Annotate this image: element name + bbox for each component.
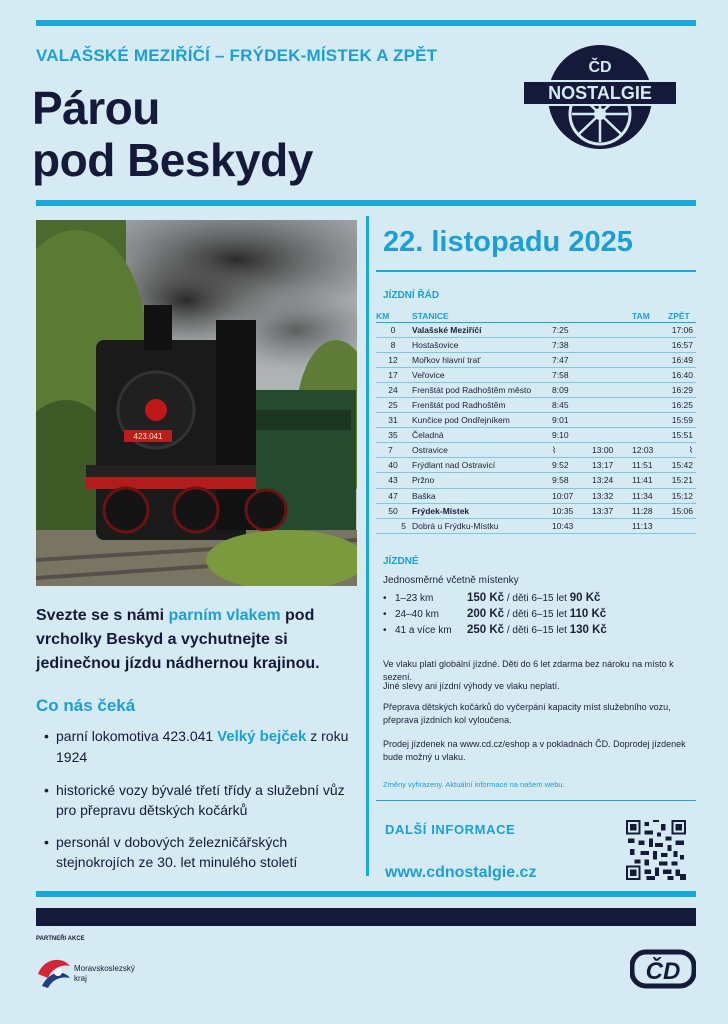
time-cell: ⌇ [552,443,592,458]
bullet: • [383,609,387,620]
km-cell: 24 [376,382,410,397]
fare-kids-price: 110 Kč [569,608,607,620]
disclaimer: Změny vyhrazeny. Aktuální informace na našem webu. [383,780,565,789]
timetable-row [376,337,696,352]
time-cell: 17:06 [668,322,696,337]
feature-item-locomotive: • parní lokomotiva 423.041 Velký bejček z roku 1924 [44,728,349,765]
svg-text:423.041: 423.041 [133,432,163,441]
bullet: • [383,593,387,604]
time-cell: 12:03 [632,443,668,458]
station-cell: Veřovice [410,367,552,382]
time-cell: 11:34 [632,488,668,503]
timetable-row [376,473,696,488]
note-global-fare: Ve vlaku platí globální jízdné. Děti do 6 let zdarma bez nároku na místo k sezení. [383,659,674,682]
fare-kids-label: / děti 6–15 let [504,625,570,636]
time-cell: ⌇ [668,443,696,458]
station-cell: Kunčice pod Ondřejníkem [410,413,552,428]
time-cell: 10:43 [552,518,592,533]
station-cell: Pržno [410,473,552,488]
time-cell [592,337,632,352]
fare-kids-label: / děti 6–15 let [504,609,570,620]
time-cell [632,322,668,337]
timetable-row [376,413,696,428]
km-cell: 5 [376,518,410,533]
station-cell: Frýdlant nad Ostravicí [410,458,552,473]
qr-code-icon[interactable] [626,820,686,880]
partners-label: PARTNEŘI AKCE [36,936,85,942]
time-cell: 7:47 [552,352,592,367]
time-cell [592,397,632,412]
timetable-row [376,518,696,533]
fares-title: JÍZDNÉ [383,556,419,567]
intro-part2: pod vrcholky Beskyd a vychutnejte si jedinečnou jízdu nádhernou krajinou. [36,607,320,672]
note-ticket-sales: Prodej jízdenek na www.cd.cz/eshop a v pokladnách ČD. Doprodej jízdenek bude možný u vlaku. [383,739,686,762]
time-cell: 9:01 [552,413,592,428]
time-cell: 13:17 [592,458,632,473]
note-no-discounts: Jiné slevy ani jízdní výhody ve vlaku neplatí. [383,681,560,691]
time-cell: 9:52 [552,458,592,473]
fare-price: 150 Kč [467,592,505,604]
km-cell: 25 [376,397,410,412]
time-cell: 9:58 [552,473,592,488]
page-title-line1: Párou [32,82,160,134]
feature-item-staff: • personál v dobových železničářských stejnokrojích ze 30. let minulého století [44,834,298,870]
time-cell: 16:49 [668,352,696,367]
station-cell: Ostravice [410,443,552,458]
fare-row [383,592,600,604]
station-cell: Frenštát pod Radhoštěm [410,397,552,412]
time-cell: 8:09 [552,382,592,397]
time-cell [668,518,696,533]
timetable-table [376,311,696,534]
bottom-rule [36,891,696,897]
station-cell: Frýdek-Místek [410,503,552,518]
time-cell [592,413,632,428]
time-cell: 16:25 [668,397,696,412]
header-tam: TAM [632,311,668,322]
fare-distance: 41 a více km [395,625,452,636]
km-cell: 7 [376,443,410,458]
time-cell: 10:35 [552,503,592,518]
time-cell: 7:25 [552,322,592,337]
fare-row [383,608,606,620]
time-cell: 7:58 [552,367,592,382]
time-cell: 13:24 [592,473,632,488]
vertical-separator [366,216,369,876]
km-cell: 8 [376,337,410,352]
bullet: • [44,782,49,798]
fare-distance: 1–23 km [395,593,434,604]
time-cell [632,367,668,382]
time-cell [592,322,632,337]
time-cell [632,428,668,443]
page-title-line2: pod Beskydy [32,134,313,186]
fare-price: 200 Kč [467,608,505,620]
time-cell: 15:12 [668,488,696,503]
time-cell: 16:29 [668,382,696,397]
time-cell: 9:10 [552,428,592,443]
fare-kids-price: 130 Kč [569,624,607,636]
time-cell: 15:21 [668,473,696,488]
fare-price: 250 Kč [467,624,505,636]
station-cell: Dobrá u Frýdku-Místku [410,518,552,533]
time-cell: 15:51 [668,428,696,443]
km-cell: 50 [376,503,410,518]
svg-text:ČD: ČD [645,958,681,985]
intro-text [36,604,366,676]
timetable-row [376,322,696,337]
bullet: • [44,834,49,850]
km-cell: 43 [376,473,410,488]
time-cell: 11:13 [632,518,668,533]
features-title: Co nás čeká [36,696,136,715]
station-cell: Mořkov hlavní trať [410,352,552,367]
intro-part1: Svezte se s námi [36,607,169,624]
svg-text:ČD: ČD [588,59,612,76]
time-cell [632,382,668,397]
note-strollers: Přeprava dětských kočárků do vyčerpání kapacity míst služebního vozu, přeprava jízdních kol vyloučena. [383,702,671,725]
station-cell: Hostašovice [410,337,552,352]
fare-kids-label: / děti 6–15 let [504,593,570,604]
feature-item-carriages: • historické vozy bývalé třetí třídy a služební vůz pro přepravu dětských kočárků [44,782,345,818]
bullet: • [44,728,49,744]
time-cell: 15:59 [668,413,696,428]
time-cell: 13:00 [592,443,632,458]
timetable-row [376,458,696,473]
km-cell: 40 [376,458,410,473]
more-info-heading: DALŠÍ INFORMACE [385,822,516,837]
station-cell: Čeladná [410,428,552,443]
fares-subtitle: Jednosměrné včetně místenky [383,575,519,586]
time-cell [632,413,668,428]
km-cell: 31 [376,413,410,428]
timetable-title: JÍZDNÍ ŘÁD [383,290,440,301]
time-cell: 10:07 [552,488,592,503]
timetable-row [376,488,696,503]
timetable-row [376,382,696,397]
date-rule [376,270,696,272]
time-cell: 7:38 [552,337,592,352]
time-cell [592,367,632,382]
top-rule [36,20,696,26]
time-cell: 13:32 [592,488,632,503]
fare-row [383,624,607,636]
timetable-header-row [376,311,696,322]
route-subtitle: VALAŠSKÉ MEZIŘÍČÍ – FRÝDEK-MÍSTEK A ZPĚT [36,46,438,65]
timetable-row [376,367,696,382]
time-cell: 8:45 [552,397,592,412]
header-km: KM [376,311,410,322]
timetable-row [376,428,696,443]
header-zpet: ZPĚT [668,311,696,322]
time-cell [592,382,632,397]
time-cell [592,352,632,367]
header-station: STANICE [410,311,552,322]
svg-text:NOSTALGIE: NOSTALGIE [548,83,652,103]
mid-rule [36,200,696,206]
time-cell: 15:06 [668,503,696,518]
time-cell: 11:41 [632,473,668,488]
time-cell: 11:28 [632,503,668,518]
km-cell: 12 [376,352,410,367]
time-cell [592,428,632,443]
timetable [376,311,696,534]
intro-highlight: parním vlakem [168,607,281,624]
time-cell [632,352,668,367]
station-cell: Frenštát pod Radhoštěm město [410,382,552,397]
time-cell: 13:37 [592,503,632,518]
time-cell [632,337,668,352]
steam-locomotive-photo [36,220,357,586]
cd-nostalgie-logo [520,42,680,152]
website-link[interactable]: www.cdnostalgie.cz [385,864,537,881]
station-cell: Baška [410,488,552,503]
timetable-row [376,352,696,367]
fare-distance: 24–40 km [395,609,439,620]
cd-logo [630,946,696,990]
time-cell [632,397,668,412]
msk-name: Moravskoslezský kraj [74,964,135,983]
time-cell: 16:40 [668,367,696,382]
event-date: 22. listopadu 2025 [383,226,633,258]
notes-rule [376,800,696,801]
timetable-row [376,503,696,518]
km-cell: 17 [376,367,410,382]
time-cell [592,518,632,533]
km-cell: 47 [376,488,410,503]
station-cell: Valašské Meziříčí [410,322,552,337]
fare-kids-price: 90 Kč [569,592,601,604]
timetable-row [376,397,696,412]
time-cell: 16:57 [668,337,696,352]
km-cell: 35 [376,428,410,443]
navy-bar [36,908,696,926]
time-cell: 11:51 [632,458,668,473]
time-cell: 15:42 [668,458,696,473]
bullet: • [383,625,387,636]
km-cell: 0 [376,322,410,337]
timetable-row [376,443,696,458]
locomotive-name: Velký bejček [217,728,307,745]
